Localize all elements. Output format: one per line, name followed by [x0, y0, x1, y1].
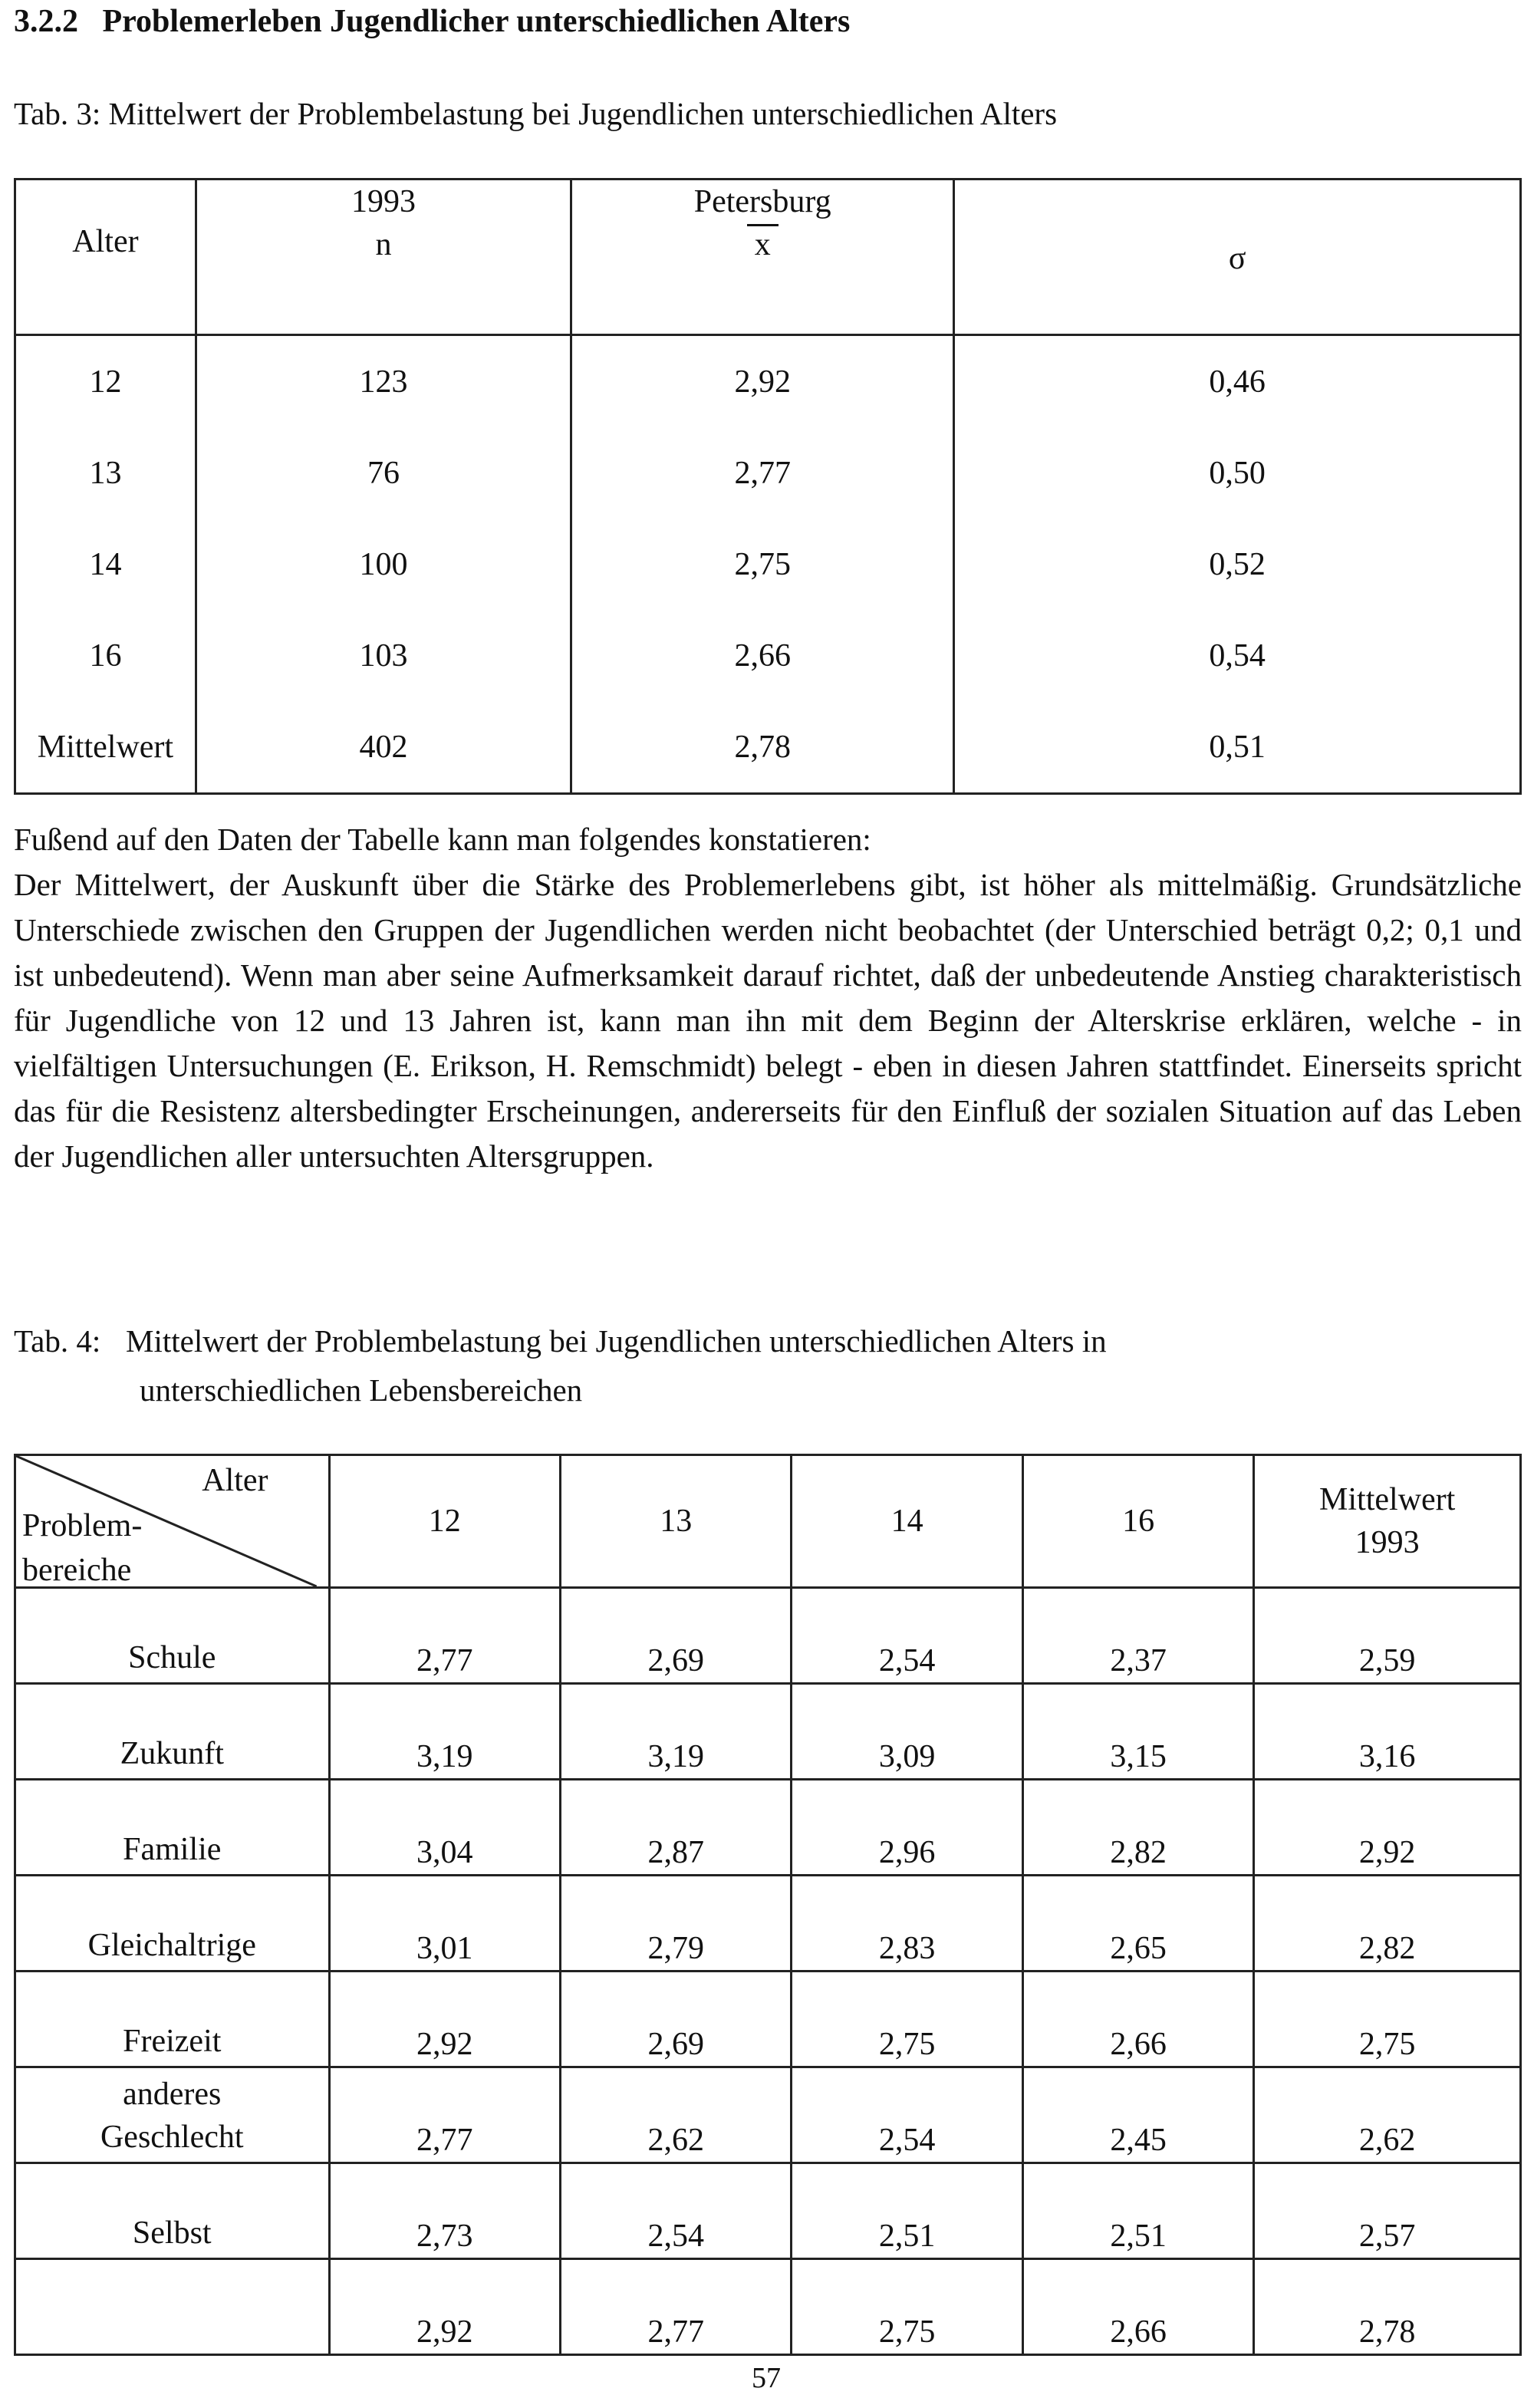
value-cell: 2,77 — [329, 1588, 560, 1684]
value-cell: 2,45 — [1022, 2067, 1253, 2163]
table3-header-mean: Petersburg x — [571, 180, 954, 335]
section-number: 3.2.2 — [14, 4, 78, 39]
cell-n: 100 — [196, 519, 571, 610]
value-cell: 2,87 — [561, 1780, 792, 1876]
corner-bottom-label: Problem- bereiche — [22, 1508, 143, 1588]
value-cell: 2,51 — [1022, 2163, 1253, 2259]
section-heading — [14, 3, 850, 40]
value-cell: 2,54 — [561, 2163, 792, 2259]
cell-alter: 13 — [15, 427, 196, 519]
table4-label: Tab. 4: — [14, 1323, 101, 1359]
cell-alter: Mittelwert — [15, 701, 196, 794]
value-cell: 2,75 — [792, 1972, 1022, 2067]
value-cell: 2,69 — [561, 1972, 792, 2067]
value-cell: 2,82 — [1254, 1876, 1521, 1972]
table-row — [15, 610, 1521, 701]
row-label: Schule — [15, 1588, 330, 1684]
row-label: Selbst — [15, 2163, 330, 2259]
cell-sigma: 0,52 — [954, 519, 1521, 610]
table4-col-header: 16 — [1022, 1455, 1253, 1588]
value-cell: 2,54 — [792, 2067, 1022, 2163]
table4-caption-line1: Mittelwert der Problembelastung bei Jugendlichen unterschiedlichen Alters in — [126, 1323, 1107, 1359]
table-row — [15, 519, 1521, 610]
table3-header-n: 1993 n — [196, 180, 571, 335]
value-cell: 2,69 — [561, 1588, 792, 1684]
value-cell: 2,75 — [1254, 1972, 1521, 2067]
value-cell: 3,04 — [329, 1780, 560, 1876]
table3-label: Tab. 3: — [14, 96, 101, 131]
cell-mean: 2,78 — [571, 701, 954, 794]
page-number: 57 — [752, 2362, 781, 2394]
cell-mean: 2,77 — [571, 427, 954, 519]
table-row — [15, 1684, 1521, 1780]
table-row — [15, 2163, 1521, 2259]
table4-caption — [14, 1316, 1107, 1415]
value-cell: 2,37 — [1022, 1588, 1253, 1684]
corner-top-label: Alter — [202, 1463, 268, 1498]
cell-mean: 2,75 — [571, 519, 954, 610]
cell-sigma: 0,54 — [954, 610, 1521, 701]
table-row — [15, 1588, 1521, 1684]
table-row — [15, 427, 1521, 519]
cell-alter: 12 — [15, 335, 196, 428]
section-title: Problemerleben Jugendlicher unterschiedlichen Alters — [102, 4, 851, 39]
row-label — [15, 2259, 330, 2355]
value-cell: 3,01 — [329, 1876, 560, 1972]
value-cell: 3,15 — [1022, 1684, 1253, 1780]
table-row — [15, 2259, 1521, 2355]
table3-caption — [14, 89, 1057, 138]
value-cell: 2,77 — [329, 2067, 560, 2163]
table4 — [14, 1454, 1522, 2356]
table4-mean-col-header: Mittelwert 1993 — [1254, 1455, 1521, 1588]
row-label: anderes Geschlecht — [15, 2067, 330, 2163]
value-cell: 2,77 — [561, 2259, 792, 2355]
row-label: Familie — [15, 1780, 330, 1876]
table-row — [15, 2067, 1521, 2163]
table-row — [15, 1876, 1521, 1972]
value-cell: 2,79 — [561, 1876, 792, 1972]
value-cell: 2,62 — [561, 2067, 792, 2163]
value-cell: 3,09 — [792, 1684, 1022, 1780]
table-row — [15, 701, 1521, 794]
cell-n: 76 — [196, 427, 571, 519]
value-cell: 2,78 — [1254, 2259, 1521, 2355]
table3-header-alter: Alter — [15, 180, 196, 335]
table4-body — [15, 1588, 1521, 2355]
value-cell: 2,92 — [329, 2259, 560, 2355]
value-cell: 2,75 — [792, 2259, 1022, 2355]
paragraph-body: Der Mittelwert, der Auskunft über die Stärke des Problemerlebens gibt, ist höher als mittelmäßig. Grundsätzliche Unterschiede zwischen den Gruppen der Jugendlichen werden nicht beobachtet (der Unterschied beträgt 0,2; 0,1 und ist unbedeutend). Wenn man aber seine Aufmerksamkeit darauf richtet, daß der unbedeutende Anstieg charakteristisch für Jugendliche von 12 und 13 Jahren ist, kann man ihn mit dem Beginn der Alterskrise erklären, welche - in vielfältigen Untersuchungen (E. Erikson, H. Remschmidt) belegt - eben in diesen Jahren stattfindet. Einerseits spricht das für die Resistenz altersbedingter Erscheinungen, andererseits für den Einfluß der sozialen Situation auf das Leben der Jugendlichen aller untersuchten Altersgruppen. — [14, 867, 1522, 1174]
cell-sigma: 0,51 — [954, 701, 1521, 794]
body-paragraph — [14, 817, 1522, 1179]
value-cell: 2,62 — [1254, 2067, 1521, 2163]
value-cell: 3,16 — [1254, 1684, 1521, 1780]
value-cell: 2,66 — [1022, 2259, 1253, 2355]
value-cell: 2,96 — [792, 1780, 1022, 1876]
table4-col-header: 12 — [329, 1455, 560, 1588]
cell-n: 402 — [196, 701, 571, 794]
row-label: Zukunft — [15, 1684, 330, 1780]
table4-col-header: 13 — [561, 1455, 792, 1588]
cell-sigma: 0,50 — [954, 427, 1521, 519]
table-row — [15, 335, 1521, 428]
value-cell: 2,82 — [1022, 1780, 1253, 1876]
table3-header-sigma: σ — [954, 180, 1521, 335]
table4-header-row — [15, 1455, 1521, 1588]
table-row — [15, 1780, 1521, 1876]
cell-mean: 2,92 — [571, 335, 954, 428]
table3 — [14, 178, 1522, 795]
table4-caption-line2: unterschiedlichen Lebensbereichen — [140, 1372, 583, 1408]
value-cell: 2,57 — [1254, 2163, 1521, 2259]
row-label: Gleichaltrige — [15, 1876, 330, 1972]
table4-corner-cell — [15, 1455, 330, 1588]
table3-caption-text: Mittelwert der Problembelastung bei Jugendlichen unterschiedlichen Alters — [108, 96, 1058, 131]
table4-col-header: 14 — [792, 1455, 1022, 1588]
value-cell: 2,65 — [1022, 1876, 1253, 1972]
x-bar-symbol: x — [747, 224, 779, 263]
value-cell: 2,83 — [792, 1876, 1022, 1972]
value-cell: 2,59 — [1254, 1588, 1521, 1684]
cell-n: 123 — [196, 335, 571, 428]
value-cell: 2,54 — [792, 1588, 1022, 1684]
cell-alter: 16 — [15, 610, 196, 701]
paragraph-intro: Fußend auf den Daten der Tabelle kann man folgendes konstatieren: — [14, 822, 871, 857]
value-cell: 2,73 — [329, 2163, 560, 2259]
cell-n: 103 — [196, 610, 571, 701]
cell-sigma: 0,46 — [954, 335, 1521, 428]
value-cell: 3,19 — [561, 1684, 792, 1780]
cell-alter: 14 — [15, 519, 196, 610]
table-row — [15, 1972, 1521, 2067]
cell-mean: 2,66 — [571, 610, 954, 701]
value-cell: 3,19 — [329, 1684, 560, 1780]
value-cell: 2,92 — [1254, 1780, 1521, 1876]
value-cell: 2,66 — [1022, 1972, 1253, 2067]
table3-header-row — [15, 180, 1521, 335]
value-cell: 2,92 — [329, 1972, 560, 2067]
row-label: Freizeit — [15, 1972, 330, 2067]
value-cell: 2,51 — [792, 2163, 1022, 2259]
